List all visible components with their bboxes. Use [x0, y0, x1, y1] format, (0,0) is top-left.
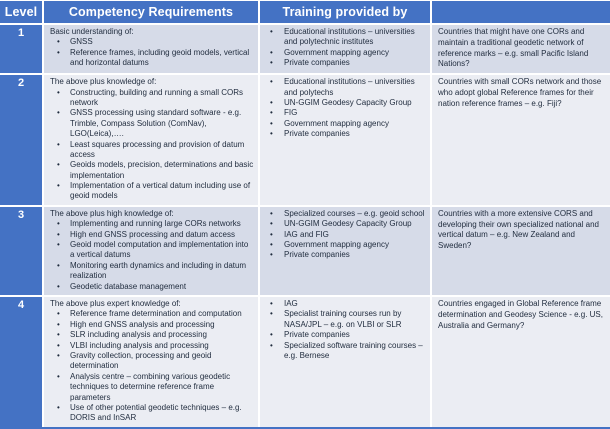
level-number: 3: [17, 208, 25, 221]
bullet-item: • SLR including analysis and processing: [48, 330, 254, 340]
level-number: 4: [17, 299, 25, 311]
bullet-item: • IAG and FIG: [264, 230, 426, 240]
countries-cell: [432, 297, 610, 427]
level-cell: [0, 297, 42, 427]
countries-cell: [432, 25, 610, 73]
bullet-item: • Analysis centre – combining various geodetic techniques to determine reference frame parameters: [48, 372, 254, 403]
countries-text: Countries that might have one CORs and maintain a traditional geodetic network of reference marks – e.g. small Pacific Island Nations?: [438, 27, 589, 69]
bullet-item: • Specialized courses – e.g. geoid school: [264, 209, 426, 219]
training-list: [264, 77, 426, 139]
competency-list: [48, 37, 254, 68]
competency-intro: The above plus high knowledge of:: [50, 208, 174, 218]
competency-list: [48, 219, 254, 292]
bullet-item: • Educational institutions – universities and polytechnic institutes: [264, 27, 426, 48]
training-cell: [260, 297, 430, 427]
level-number: 2: [17, 77, 25, 90]
bullet-item: • Private companies: [264, 330, 426, 340]
bullet-item: • Reference frame determination and computation: [48, 309, 254, 319]
level-cell: [0, 75, 42, 205]
bullet-item: • Government mapping agency: [264, 240, 426, 250]
competency-cell: [44, 75, 258, 205]
bullet-item: • Geodetic database management: [48, 282, 254, 292]
bullet-item: • Geoids models, precision, determinations and basic implementation: [48, 160, 254, 181]
competency-intro: Basic understanding of:: [50, 27, 134, 36]
bullet-item: • UN-GGIM Geodesy Capacity Group: [264, 219, 426, 229]
bullet-item: • GNSS: [48, 37, 254, 47]
header-training-provided-by: Training provided by: [260, 1, 430, 23]
bullet-item: • GNSS processing using standard software - e.g. Trimble, Compass Solution (ComNav), LGO(Leica),….: [48, 108, 254, 139]
bullet-item: • FIG: [264, 108, 426, 118]
bullet-item: • Private companies: [264, 129, 426, 139]
bullet-item: • High end GNSS analysis and processing: [48, 320, 254, 330]
bullet-item: • Implementing and running large CORs networks: [48, 219, 254, 229]
bullet-item: • Educational institutions – universities and polytechs: [264, 77, 426, 98]
bullet-item: • VLBI including analysis and processing: [48, 341, 254, 351]
training-list: [264, 209, 426, 261]
bullet-item: • IAG: [264, 299, 426, 309]
bullet-item: • Specialized software training courses – e.g. Bernese: [264, 341, 426, 362]
level-cell: [0, 207, 42, 295]
header-level: Level: [0, 1, 42, 23]
countries-text: Countries with a more extensive CORS and developing their own specialized national and vertical datum – e.g. New Zealand and Sweden?: [438, 208, 599, 251]
bullet-item: • Least squares processing and provision of datum access: [48, 140, 254, 161]
bullet-item: • Private companies: [264, 58, 426, 68]
training-cell: [260, 207, 430, 295]
competency-list: [48, 309, 254, 423]
bullet-item: • Reference frames, including geoid models, vertical and horizontal datums: [48, 48, 254, 69]
bullet-item: • Monitoring earth dynamics and including in datum realization: [48, 261, 254, 282]
bullet-item: • High end GNSS processing and datum access: [48, 230, 254, 240]
competency-cell: [44, 297, 258, 427]
countries-cell: [432, 75, 610, 205]
training-list: [264, 27, 426, 69]
training-cell: [260, 25, 430, 73]
bullet-item: • Constructing, building and running a small CORs network: [48, 88, 254, 109]
bullet-item: • Specialist training courses run by NASA/JPL – e.g. on VLBI or SLR: [264, 309, 426, 330]
countries-cell: [432, 207, 610, 295]
bullet-item: • Geoid model computation and implementation into a vertical datums: [48, 240, 254, 261]
competency-cell: [44, 207, 258, 295]
competency-intro: The above plus expert knowledge of:: [50, 299, 181, 308]
bullet-item: • Use of other potential geodetic techniques – e.g. DORIS and InSAR: [48, 403, 254, 424]
level-number: 1: [17, 27, 25, 39]
competency-intro: The above plus knowledge of:: [50, 77, 157, 87]
bullet-item: • Government mapping agency: [264, 119, 426, 129]
bullet-item: • UN-GGIM Geodesy Capacity Group: [264, 98, 426, 108]
header-competency-requirements: Competency Requirements: [44, 1, 258, 23]
competency-list: [48, 88, 254, 202]
training-cell: [260, 75, 430, 205]
countries-text: Countries engaged in Global Reference frame determination and Geodesy Science - e.g. US, Australia and Germany?: [438, 299, 603, 330]
level-cell: [0, 25, 42, 73]
competency-cell: [44, 25, 258, 73]
bullet-item: • Gravity collection, processing and geoid determination: [48, 351, 254, 372]
training-list: [264, 299, 426, 361]
bullet-item: • Government mapping agency: [264, 48, 426, 58]
bullet-item: • Implementation of a vertical datum including use of geoid models: [48, 181, 254, 202]
countries-text: Countries with small CORs network and those who adopt global Reference frames for their nation reference frames – e.g. Fiji?: [438, 77, 602, 108]
bullet-item: • Private companies: [264, 250, 426, 260]
header-countries-blank: [432, 1, 610, 23]
